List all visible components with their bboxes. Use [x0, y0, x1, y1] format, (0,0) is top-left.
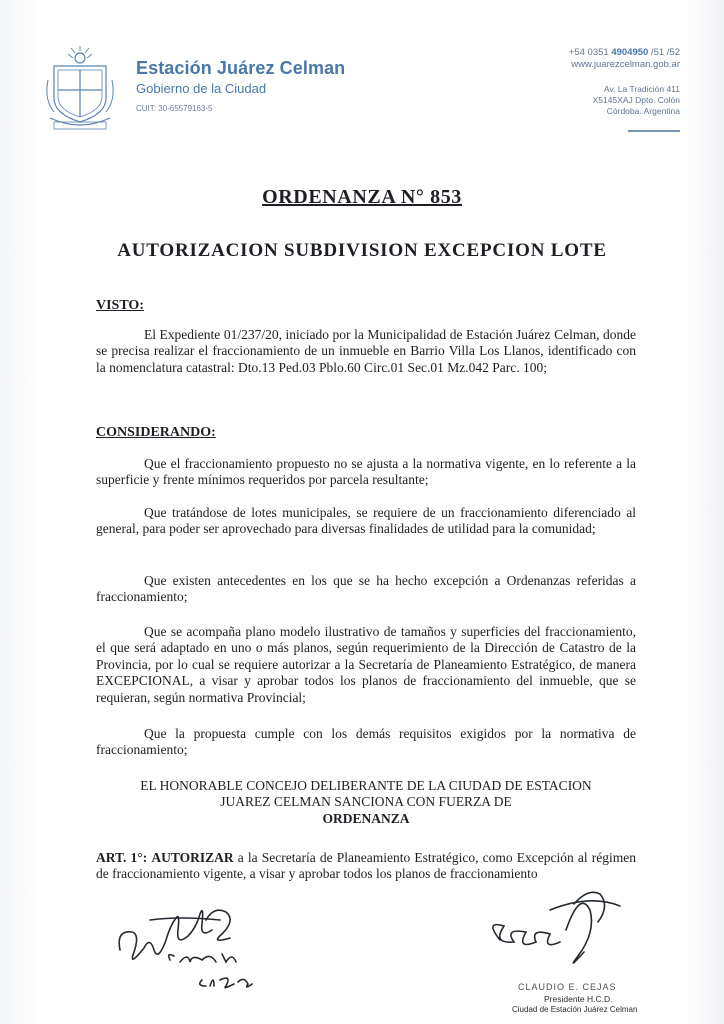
handwriting-text: sec. Tera: [168, 956, 223, 970]
website: www.juarezcelman.gob.ar: [571, 59, 680, 70]
visto-text: El Expediente 01/237/20, iniciado por la Municipalidad de Estación Juárez Celman, donde se precisa realizar el fraccionamiento de un inmueble en Barrio Villa Los Llanos, identificado con la nomenclatura catastral: Dto.13 Ped.03 Pblo.60 Circ.01 Sec.01 Mz.042 Parc. 100;: [96, 327, 636, 375]
considerando-paragraph: [96, 573, 636, 606]
visto-paragraph: [96, 327, 636, 376]
article-1: [96, 850, 636, 883]
considerando-paragraph: [96, 505, 636, 538]
visto-heading: VISTO:: [96, 298, 144, 313]
org-cuit: CUIT: 30-65579163-5: [136, 104, 213, 113]
ordinance-subtitle: AUTORIZACION SUBDIVISION EXCEPCION LOTE: [117, 240, 607, 261]
phone-number: [569, 47, 680, 58]
ordinance-title: [0, 186, 724, 209]
sanciona-block: [96, 778, 636, 827]
org-brand: [136, 58, 345, 113]
considerando-text: Que existen antecedentes en los que se ha hecho excepción a Ordenanzas referidas a fraccionamiento;: [96, 573, 636, 605]
phone-prefix: +54 0351: [568, 47, 612, 58]
considerando-paragraph: [96, 456, 636, 489]
ordinance-title-text: ORDENANZA N° 853: [262, 186, 462, 208]
article-label: ART. 1°:: [96, 850, 148, 865]
considerando-text: Que el fraccionamiento propuesto no se ajusta a la normativa vigente, en lo referente a la superficie y frente mínimos requeridos por parcela resultante;: [96, 456, 636, 488]
considerando-text: Que se acompaña plano modelo ilustrativo de tamaños y superficies del fraccionamiento, el que será adaptado en uno o más planos, según requerimiento de la Dirección de Catastro de la Provincia, por lo cual se requiere autorizar a la Secretaría de Planeamiento Estratégico, de manera EXCEPCIONAL, a visar y aprobar todos los planos de fraccionamiento del inmueble, que se requieran, según normativa Provincial;: [96, 624, 636, 705]
city-crest-icon: [40, 40, 120, 132]
phone-suffix: /51 /52: [648, 47, 680, 58]
article-text: a la Secretaría de Planeamiento Estratégico, como Excepción al régimen de fraccionamiento vigente, a visar y aprobar todos los planos de fraccionamiento: [96, 850, 637, 882]
org-name: Estación Juárez Celman: [136, 58, 346, 78]
address-line: X5145XAJ Dpto. Colón: [592, 95, 680, 105]
signer-role: Presidente H.C.D.: [544, 994, 613, 1004]
phone-main: 4904950: [611, 47, 649, 58]
handwritten-signature-icon: [470, 880, 660, 980]
considerando-paragraph: [96, 624, 636, 706]
considerando-text: Que tratándose de lotes municipales, se requiere de un fraccionamiento diferenciado al general, para poder ser aprovechado para diversas finalidades de utilidad para la comunidad;: [96, 505, 636, 537]
sanciona-line: JUAREZ CELMAN SANCIONA CON FUERZA DE: [220, 794, 512, 810]
signature-right: [470, 880, 660, 1020]
handwritten-signature-icon: [110, 890, 270, 1010]
address-line: Av. La Tradición 411: [603, 84, 680, 94]
sanciona-ordenanza: ORDENANZA: [322, 810, 410, 826]
handwriting-text: Ad Hoc: [204, 979, 249, 993]
address-line: Córdoba. Argentina: [606, 106, 680, 116]
considerando-heading: CONSIDERANDO:: [96, 425, 216, 440]
address: [569, 84, 680, 117]
signature-left: [110, 890, 270, 1010]
considerando-paragraph: [96, 726, 636, 759]
article-verb: AUTORIZAR: [151, 850, 234, 865]
contact-block: [569, 47, 680, 132]
signer-name: CLAUDIO E. CEJAS: [518, 982, 617, 992]
org-subtitle: Gobierno de la Ciudad: [136, 81, 267, 96]
considerando-text: Que la propuesta cumple con los demás requisitos exigidos por la normativa de fraccionamiento;: [96, 726, 636, 758]
signer-org: Ciudad de Estación Juárez Celman: [512, 1005, 638, 1014]
sanciona-line: EL HONORABLE CONCEJO DELIBERANTE DE LA CIUDAD DE ESTACION: [140, 778, 592, 793]
header-rule: [628, 130, 680, 132]
